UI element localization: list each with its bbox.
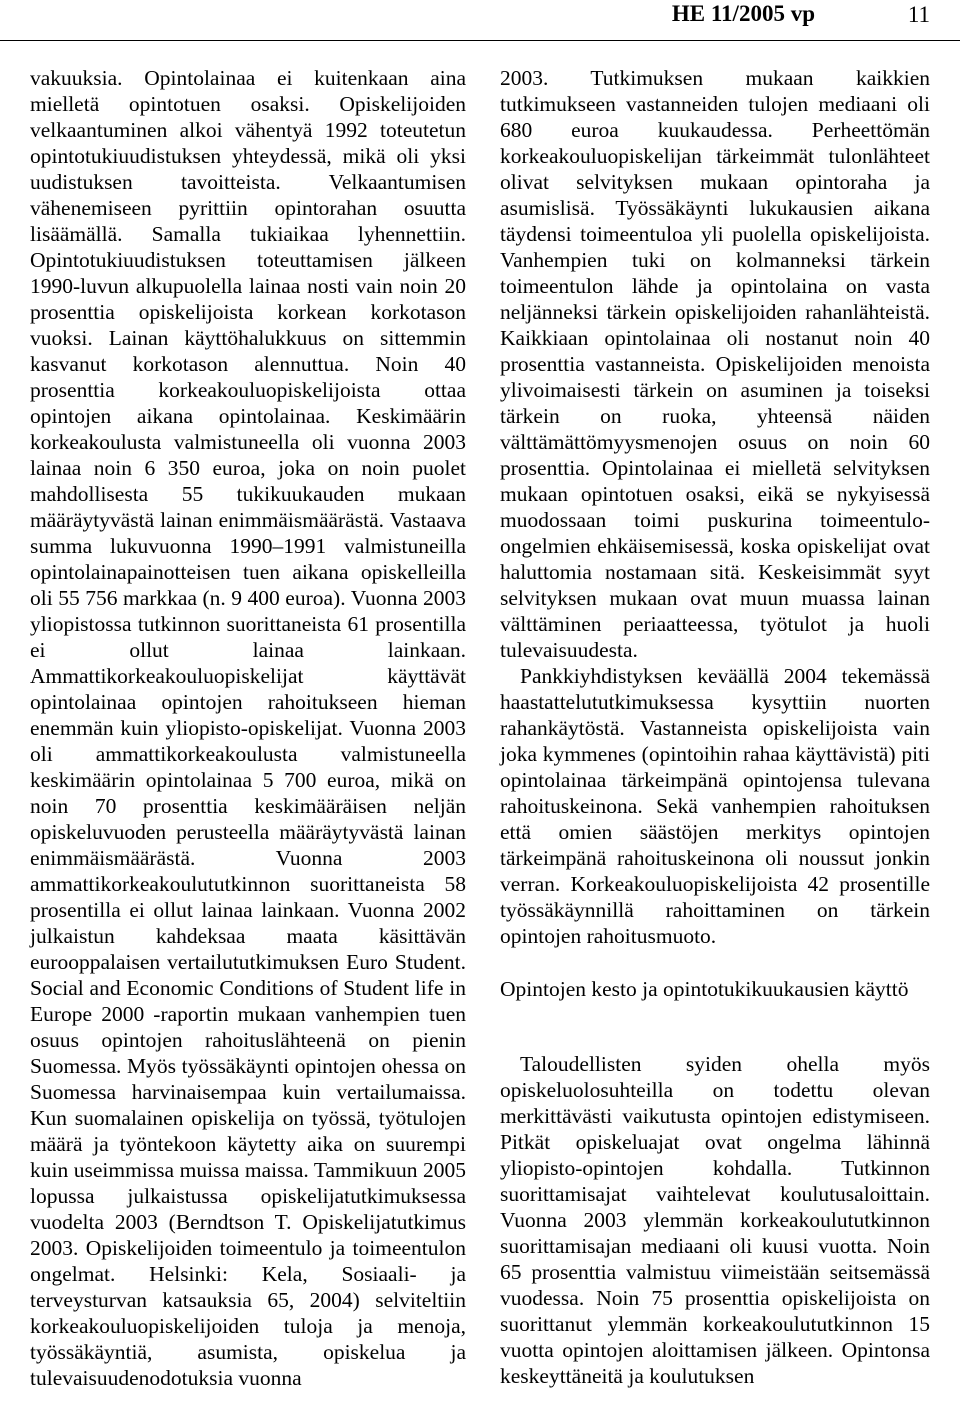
section-heading: Opintojen kesto ja opintotukikuukausien käyttö <box>500 977 909 1001</box>
right-paragraph-1: 2003. Tutkimuksen mukaan kaikkien tutkimukseen vastanneiden tulojen mediaani oli 680 euroa kuukaudessa. Perheettömän korkeakouluopiskelijan tärkeimmät tulonlähteet olivat selvityksen mukaan opintoraha ja asumislisä. Työssäkäynti lukukausien aikana täydensi toimeentuloa yli puolella opiskelijoista. Vanhempien tuki on kolmanneksi tärkein toimeentulon lähde ja opintolaina on vasta neljänneksi tärkein opiskelijoiden rahanlähteistä. Kaikkiaan opintolainaa oli nostanut noin 40 prosenttia vastanneista. Opiskelijoiden menoista ylivoimaisesti tärkein on asuminen ja toiseksi tärkein on ruoka, yhteensä näiden välttämättömyysmenojen osuus on noin 60 prosenttia. Opintolainaa ei mielletä selvityksen mukaan opintotuen osaksi, eikä se nykyisessä muodossaan toimi puskurina toimeentulo-ongelmien ehkäisemisessä, koska opiskelijat ovat haluttomia nostamaan sitä. Keskeisimmät syyt selvityksen mukaan ovat muun muassa lainan välttäminen periaatteessa, työtulot ja huoli tulevaisuudesta. <box>500 66 930 662</box>
left-paragraph-1: vakuuksia. Opintolainaa ei kuitenkaan aina mielletä opintotuen osaksi. Opiskelijoiden velkaantuminen alkoi vähentyä 1992 toteutetun opintotukiuudistuksen yhteydessä, mikä oli yksi uudistuksen tavoitteista. Velkaantumisen vähenemiseen pyrittiin opintorahan osuutta lisäämällä. Samalla tukiaikaa lyhennettiin. Opintotukiuudistuksen toteuttamisen jälkeen 1990-luvun alkupuolella lainaa nosti vain noin 20 prosenttia opiskelijoista korkean korkotason vuoksi. Lainan käyttöhalukkuus on sittemmin kasvanut korkotason alennuttua. Noin 40 prosenttia korkeakouluopiskelijoista ottaa opintojen aikana opintolainaa. Keskimäärin korkeakoulusta valmistuneella oli vuonna 2003 lainaa noin 6 350 euroa, joka on noin puolet mahdollisesta 55 tukikuukauden mukaan määräytyvästä lainan enimmäismäärästä. Vastaava summa lukuvuonna 1990–1991 valmistuneilla opintolainapainotteisen tuen aikana opiskelleilla oli 55 756 markkaa (n. 9 400 euroa). Vuonna 2003 yliopistossa tutkinnon suorittaneista 61 prosentilla ei ollut lainaa lainkaan. Ammattikorkeakouluopiskelijat käyttävät opintolainaa opintojen rahoitukseen hieman enemmän kuin yliopisto-opiskelijat. Vuonna 2003 oli ammattikorkeakoulusta valmistuneella keskimäärin opintolainaa 5 700 euroa, mikä on noin 70 prosenttia keskimääräisen neljän opiskeluvuoden perusteella määräytyvästä lainan enimmäismäärästä. Vuonna 2003 ammattikorkeakoulututkinnon suorittaneista 58 prosentilla ei ollut lainaa lainkaan. Vuonna 2002 julkaistun kahdeksaa maata käsittävän eurooppalaisen vertailututkimuksen Euro Student. Social and Economic Conditions of Student life in Europe 2000 -raportin mukaan vanhempien tuen osuus opintojen rahoituslähteenä on pienin Suomessa. Myös työssäkäynti opintojen ohessa on Suomessa harvinaisempaa kuin vertailumaissa. Kun suomalainen opiskelija on työssä, työtulojen määrä ja työntekoon käytetty aika on suurempi kuin useimmissa muissa maissa. Tammikuun 2005 lopussa julkaistussa opiskelijatutkimuksessa vuodelta 2003 (Berndtson T. Opiskelijatutkimus 2003. Opiskelijoiden toimeentulo ja toimeentulon ongelmat. Helsinki: Kela, Sosiaali- ja terveysturvan katsauksia 65, 2004) selviteltiin korkeakouluopiskelijoiden tuloja ja menoja, työssäkäyntiä, asumista, opiskelua ja tulevaisuudenodotuksia vuonna <box>30 66 466 1390</box>
page-number: 11 <box>907 2 930 27</box>
left-column <box>30 65 466 1391</box>
page-header <box>0 0 960 44</box>
right-paragraph-2: Pankkiyhdistyksen keväällä 2004 tekemässä haastattelututkimuksessa kysyttiin nuorten rahankäytöstä. Vastanneista opiskelijoista vain joka kymmenes (opintoihin rahaa käyttävistä) piti opintolainaa tärkeimpänä opintojensa tulevana rahoituskeinona. Sekä vanhempien rahoituksen että omien säästöjen merkitys opintojen tärkeimpänä rahoituskeinona oli noussut jonkin verran. Korkeakouluopiskelijoista 42 prosentille työssäkäynnillä rahoittaminen on tärkein opintojen rahoitusmuoto. <box>500 664 930 948</box>
header-divider <box>0 40 960 41</box>
right-paragraph-3: Taloudellisten syiden ohella myös opiskeluolosuhteilla on todettu olevan merkittävästi vaikutusta opintojen edistymiseen. Pitkät opiskeluajat ovat ongelma lähinnä yliopisto-opintojen kohdalla. Tutkinnon suorittamisajat vaihtelevat koulutusaloittain. Vuonna 2003 ylemmän korkeakoulututkinnon suorittamisajan mediaani oli kuusi vuotta. Noin 65 prosenttia valmistuu viimeistään seitsemässä vuodessa. Noin 75 prosenttia opiskelijoista on suorittanut ylemmän korkeakoulututkinnon 15 vuotta opintojen aloittamisen jälkeen. Opintonsa keskeyttäneitä ja koulutuksen <box>500 1052 930 1388</box>
document-title: HE 11/2005 vp <box>671 1 815 26</box>
right-column <box>500 65 930 1389</box>
